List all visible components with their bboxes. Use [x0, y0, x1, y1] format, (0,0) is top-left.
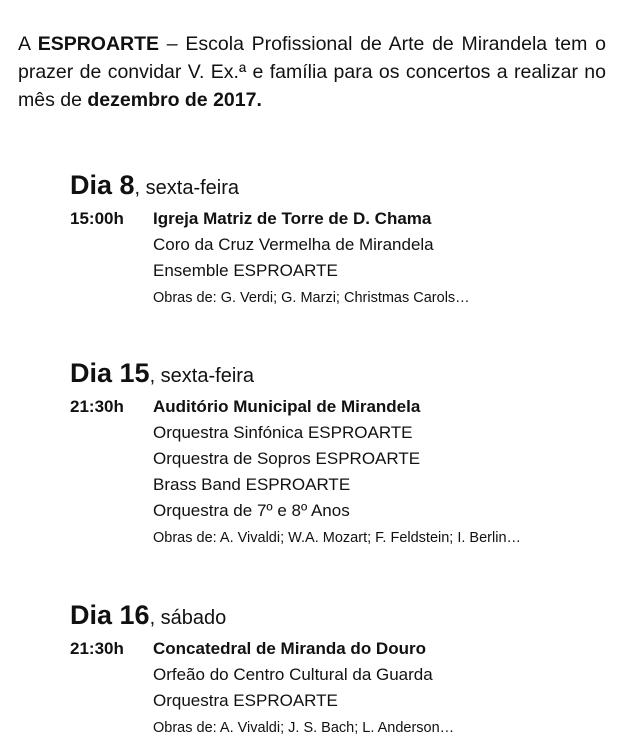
concert-venue: Igreja Matriz de Torre de D. Chama [153, 209, 432, 228]
day-heading [70, 358, 630, 391]
intro-text: – Escola Profissional de Arte de Mirandela tem o prazer de convidar V. Ex.ª e família para os concertos a realizar no mês de [18, 33, 606, 111]
performer: Coro da Cruz Vermelha de Mirandela [153, 235, 434, 254]
concert-day-16 [70, 600, 630, 742]
concert-time: 21:30h [70, 639, 124, 658]
performer: Orfeão do Centro Cultural da Guarda [153, 665, 433, 684]
performer: Orquestra ESPROARTE [153, 691, 338, 710]
works-list: Obras de: A. Vivaldi; W.A. Mozart; F. Feldstein; I. Berlin… [153, 530, 522, 546]
day-weekday: , sexta-feira [149, 365, 255, 387]
day-heading [70, 600, 630, 633]
performer: Orquestra de Sopros ESPROARTE [153, 449, 421, 468]
concert-venue: Concatedral de Miranda do Douro [153, 639, 426, 658]
concert-venue: Auditório Municipal de Mirandela [153, 397, 421, 416]
day-weekday: , sexta-feira [134, 177, 240, 199]
school-name: ESPROARTE [37, 33, 160, 55]
performer: Brass Band ESPROARTE [153, 475, 351, 494]
intro-prefix: A [18, 33, 38, 55]
concert-day-15 [70, 358, 630, 552]
intro-paragraph [18, 30, 606, 114]
concert-month: dezembro de 2017. [87, 89, 262, 111]
performer: Ensemble ESPROARTE [153, 261, 338, 280]
concert-time: 15:00h [70, 209, 124, 228]
performer: Orquestra de 7º e 8º Anos [153, 501, 350, 520]
works-list: Obras de: G. Verdi; G. Marzi; Christmas Carols… [153, 290, 470, 306]
day-number: Dia 8 [70, 170, 135, 200]
day-weekday: , sábado [149, 607, 227, 629]
concert-time: 21:30h [70, 397, 124, 416]
day-number: Dia 15 [70, 358, 150, 388]
concert-day-8 [70, 170, 630, 312]
performer: Orquestra Sinfónica ESPROARTE [153, 423, 413, 442]
day-heading [70, 170, 630, 203]
day-number: Dia 16 [70, 600, 150, 630]
works-list: Obras de: A. Vivaldi; J. S. Bach; L. Anderson… [153, 720, 455, 736]
